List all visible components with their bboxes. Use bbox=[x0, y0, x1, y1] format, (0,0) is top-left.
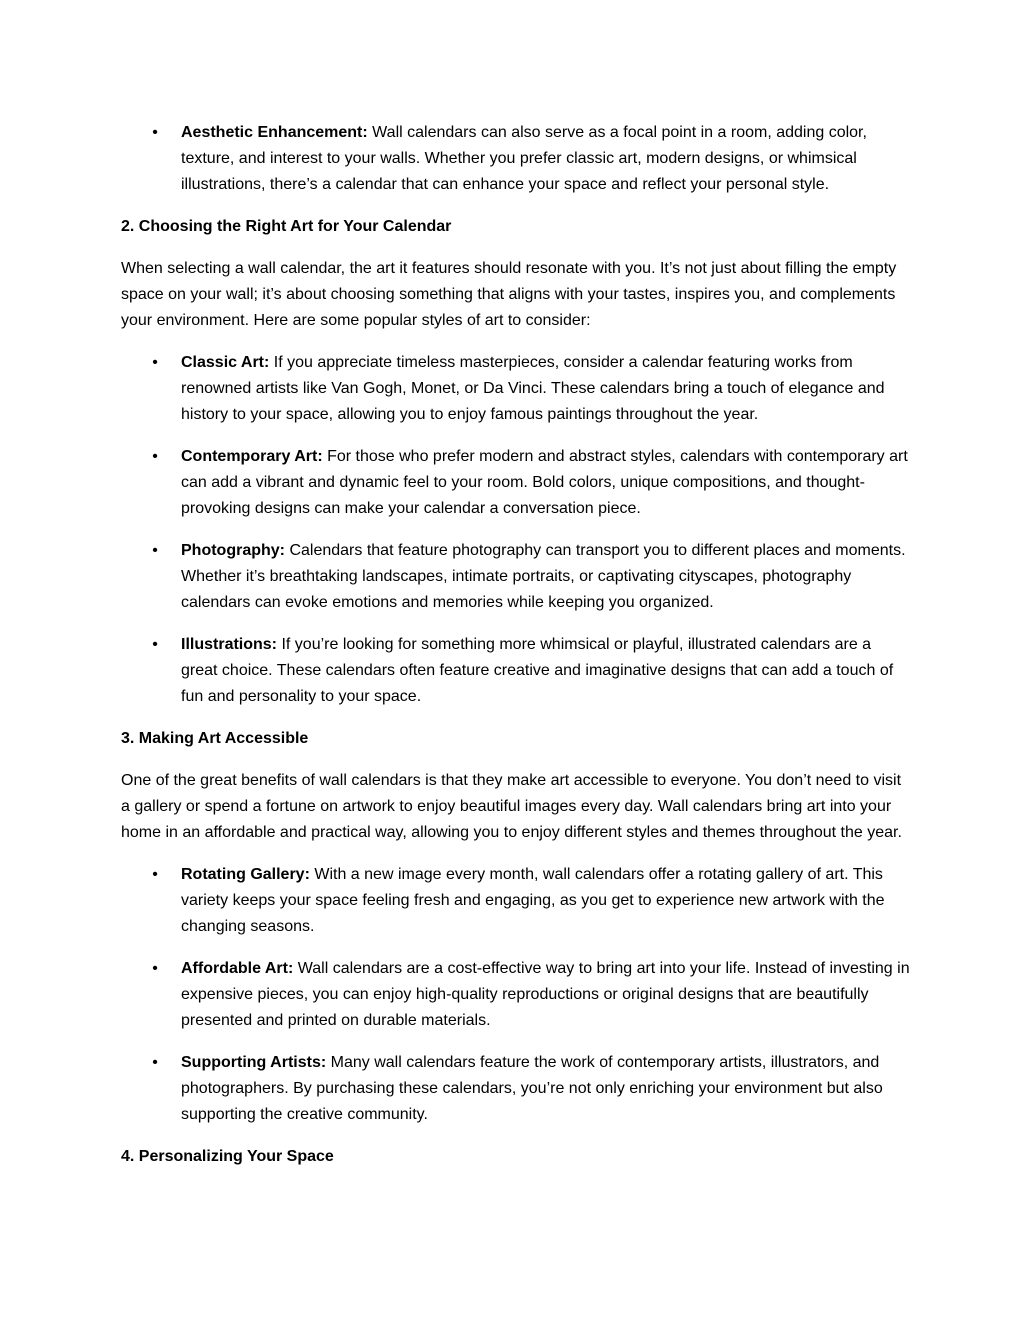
list-item-text: If you appreciate timeless masterpieces, consider a calendar featuring works from renowned artists like Van Gogh, Monet, or Da Vinci. These calendars bring a touch of elegance and history to your space, allowing you to enjoy famous paintings throughout the year. bbox=[181, 354, 885, 423]
list-item bbox=[121, 538, 911, 616]
bullet-icon: • bbox=[152, 636, 158, 653]
list-item-term: Supporting Artists: bbox=[181, 1054, 327, 1071]
list-item bbox=[121, 956, 911, 1034]
bullet-icon: • bbox=[152, 124, 158, 141]
bullet-icon: • bbox=[152, 960, 158, 977]
section-heading-2: 2. Choosing the Right Art for Your Calendar bbox=[121, 218, 452, 235]
list-item bbox=[121, 632, 911, 710]
bullet-icon: • bbox=[152, 542, 158, 559]
bullet-icon: • bbox=[152, 354, 158, 371]
bullet-icon: • bbox=[152, 448, 158, 465]
list-item-term: Contemporary Art: bbox=[181, 448, 323, 465]
list-item-text: Wall calendars are a cost-effective way to bring art into your life. Instead of investing in expensive pieces, you can enjoy high-quality reproductions or original designs that are beautifully presented and printed on durable materials. bbox=[181, 960, 910, 1029]
list-item-term: Affordable Art: bbox=[181, 960, 294, 977]
bullet-icon: • bbox=[152, 866, 158, 883]
bullet-icon: • bbox=[152, 1054, 158, 1071]
list-item bbox=[121, 1050, 911, 1128]
list-item bbox=[121, 444, 911, 522]
list-item-term: Illustrations: bbox=[181, 636, 278, 653]
art-styles-list bbox=[121, 350, 911, 710]
list-item-term: Photography: bbox=[181, 542, 285, 559]
list-item-term: Classic Art: bbox=[181, 354, 270, 371]
section-paragraph-3: One of the great benefits of wall calendars is that they make art accessible to everyone. You don’t need to visit a gallery or spend a fortune on artwork to enjoy beautiful images every day. Wall calendars bring art into your home in an affordable and practical way, allowing you to enjoy different styles and themes throughout the year. bbox=[121, 772, 902, 841]
section-heading-3: 3. Making Art Accessible bbox=[121, 730, 309, 747]
list-item-term: Rotating Gallery: bbox=[181, 866, 310, 883]
list-item-text: With a new image every month, wall calendars offer a rotating gallery of art. This variety keeps your space feeling fresh and engaging, as you get to experience new artwork with the changing seasons. bbox=[181, 866, 885, 935]
list-item-text: Calendars that feature photography can transport you to different places and moments. Whether it’s breathtaking landscapes, intimate portraits, or captivating cityscapes, photography calendars can evoke emotions and memories while keeping you organized. bbox=[181, 542, 906, 611]
list-item-text: For those who prefer modern and abstract styles, calendars with contemporary art can add a vibrant and dynamic feel to your room. Bold colors, unique compositions, and thought-provoking designs can make your calendar a conversation piece. bbox=[181, 448, 908, 517]
list-item-text: If you’re looking for something more whimsical or playful, illustrated calendars are a great choice. These calendars often feature creative and imaginative designs that can add a touch of fun and personality to your space. bbox=[181, 636, 894, 705]
section-heading-4: 4. Personalizing Your Space bbox=[121, 1148, 334, 1165]
list-item bbox=[121, 120, 911, 198]
list-item-term: Aesthetic Enhancement: bbox=[181, 124, 368, 141]
section-paragraph-2: When selecting a wall calendar, the art it features should resonate with you. It’s not just about filling the empty space on your wall; it’s about choosing something that aligns with your tastes, inspires you, and complements your environment. Here are some popular styles of art to consider: bbox=[121, 260, 897, 329]
list-item bbox=[121, 350, 911, 428]
list-item bbox=[121, 862, 911, 940]
aesthetic-list bbox=[121, 120, 911, 198]
list-item-text: Wall calendars can also serve as a focal point in a room, adding color, texture, and interest to your walls. Whether you prefer classic art, modern designs, or whimsical illustrations, there’s a calendar that can enhance your space and reflect your personal style. bbox=[181, 124, 867, 193]
accessible-art-list bbox=[121, 862, 911, 1128]
list-item-text: Many wall calendars feature the work of contemporary artists, illustrators, and photographers. By purchasing these calendars, you’re not only enriching your environment but also supporting the creative community. bbox=[181, 1054, 883, 1123]
document-page bbox=[121, 120, 911, 1186]
